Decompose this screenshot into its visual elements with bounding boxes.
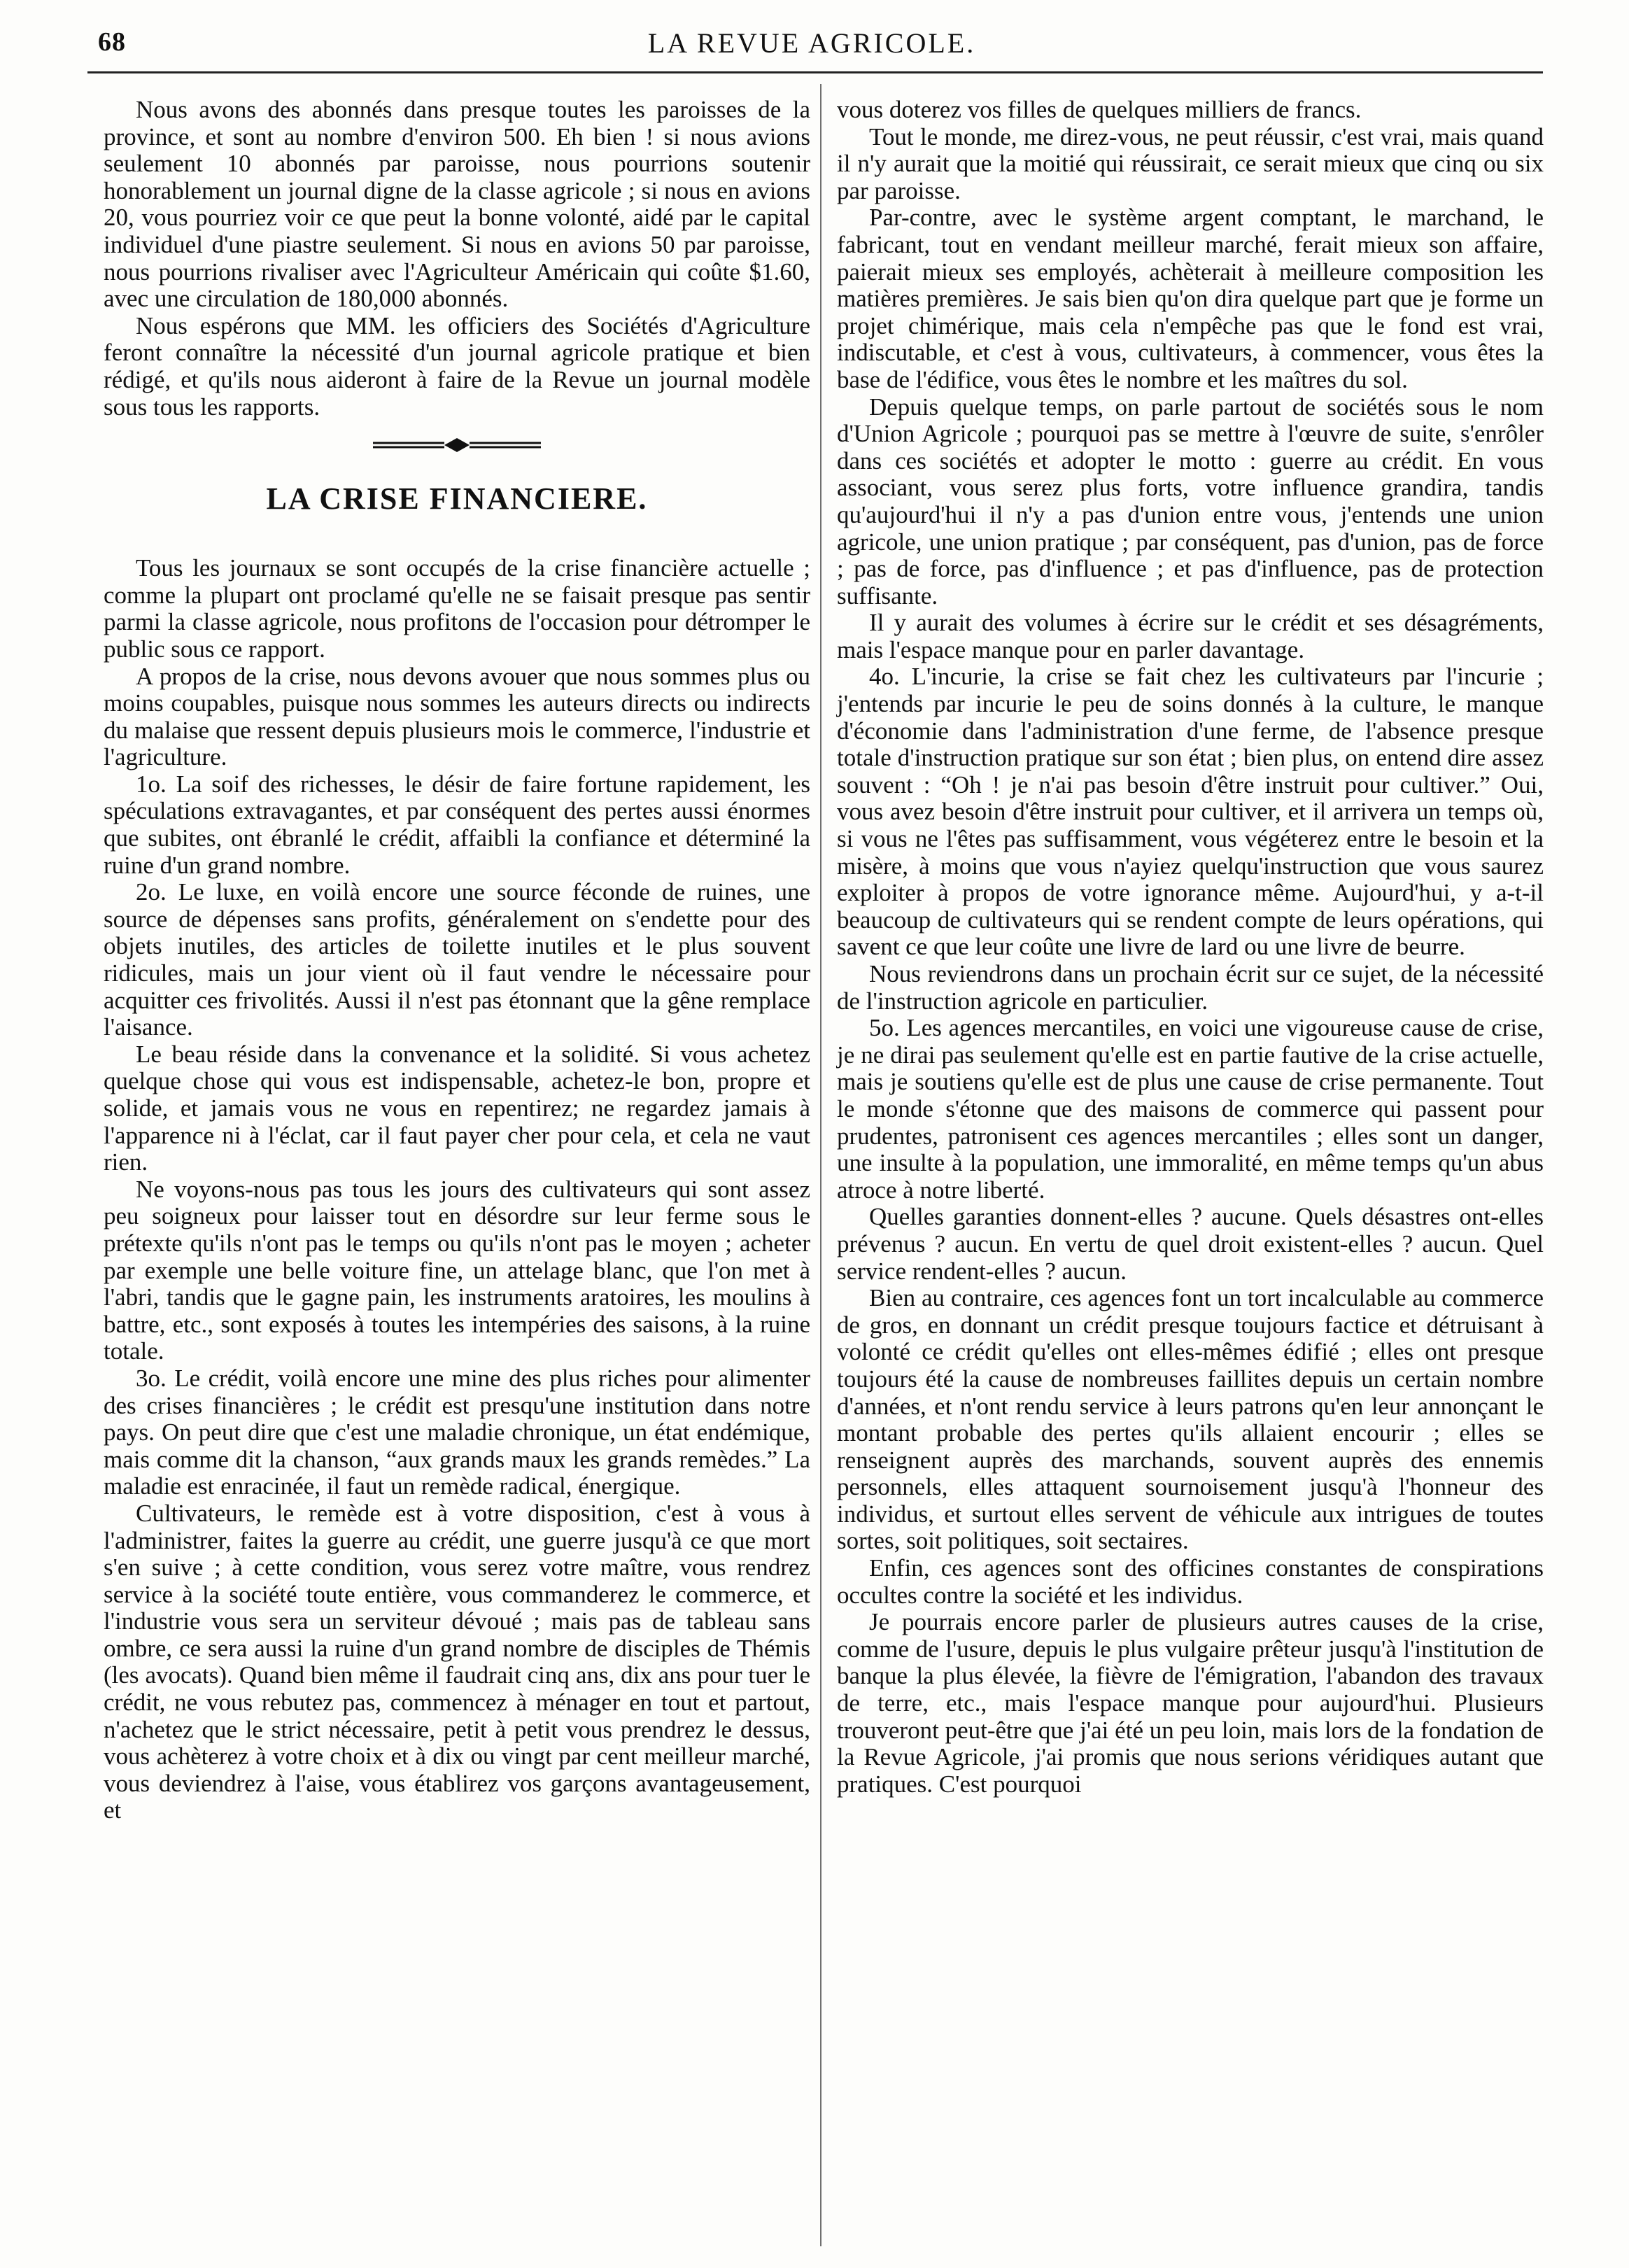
column-divider <box>820 84 821 2246</box>
article-paragraph: Tout le monde, me direz-vous, ne peut réussir, c'est vrai, mais quand il n'y aurait que la moitié qui réussirait, ce serait mieux que cinq ou six par paroisse. <box>837 122 1544 204</box>
right-column <box>837 97 1544 1798</box>
article-paragraph: A propos de la crise, nous devons avouer que nous sommes plus ou moins coupables, puisque nous sommes les auteurs directs ou indirects du malaise que ressent depuis plusieurs mois le commerce, l'industrie et l'agriculture. <box>104 662 810 771</box>
double-dash-diamond-ornament-icon <box>366 435 548 456</box>
article-paragraph: Quelles garanties donnent-elles ? aucune. Quels désastres ont-elles prévenus ? aucun. En vertu de quel droit existent-elles ? aucun. Quel service rendent-elles ? aucun. <box>837 1203 1544 1285</box>
article-paragraph: Enfin, ces agences sont des officines constantes de conspirations occultes contre la société et les individus. <box>837 1554 1544 1609</box>
article-paragraph: Tous les journaux se sont occupés de la crise financière actuelle ; comme la plupart ont proclamé qu'elle ne se faisait presque pas sentir parmi la classe agricole, nous profitons de l'occasion pour détromper le public sous ce rapport. <box>104 554 810 663</box>
page-number: 68 <box>98 27 126 57</box>
intro-paragraph: Nous avons des abonnés dans presque toutes les paroisses de la province, et sont au nombre d'environ 500. Eh bien ! si nous avions seulement 10 abonnés par paroisse, nous pourrions soutenir honorablement un journal digne de la classe agricole ; si nous en avions 20, vous pourriez voir ce que peut la bonne volonté, aidé par le capital individuel d'une piastre seulement. Si nous en avions 50 par paroisse, nous pourrions rivaliser avec l'Agriculteur Américain qui coûte $1.60, avec une circulation de 180,000 abonnés. <box>104 96 810 313</box>
article-paragraph: 1o. La soif des richesses, le désir de faire fortune rapidement, les spéculations extravagantes, et par conséquent des pertes aussi énormes que subites, ont ébranlé le crédit, affaibli la confiance et déterminé la ruine d'un grand nombre. <box>104 770 810 879</box>
article-paragraph: 3o. Le crédit, voilà encore une mine des plus riches pour alimenter des crises financières ; le crédit est presqu'une institution dans notre pays. On peut dire que c'est une maladie chronique, un état endémique, mais comme dit la chanson, “aux grands maux les grands remèdes.” La maladie est enracinée, il faut un remède radical, énergique. <box>104 1364 810 1500</box>
left-column <box>104 97 810 1824</box>
article-paragraph: Je pourrais encore parler de plusieurs autres causes de la crise, comme de l'usure, depuis le plus vulgaire prêteur jusqu'à l'institution de banque la plus élevée, la fièvre de l'émigration, l'abandon des travaux de terre, etc., mais l'espace manque pour aujourd'hui. Plusieurs trouveront peut-être que j'ai été un peu loin, mais lors de la fondation de la Revue Agricole, j'ai promis que nous serions véridiques autant que pratiques. C'est pourquoi <box>837 1608 1544 1798</box>
article-paragraph: Nous reviendrons dans un prochain écrit sur ce sujet, de la nécessité de l'instruction agricole en particulier. <box>837 960 1544 1015</box>
article-paragraph: 4o. L'incurie, la crise se fait chez les cultivateurs par l'incurie ; j'entends par incurie le peu de soins donnés à la culture, le manque d'économie dans l'administration d'une ferme, de l'absence presque totale d'instruction pratique sur son état ; bien plus, on entend dire assez souvent : “Oh ! je n'ai pas besoin d'être instruit pour cultiver.” Oui, vous avez besoin d'être instruit pour cultiver, et il arrivera un temps où, si vous ne l'êtes pas suffisamment, vous végéterez entre le besoin et la misère, à moins que vous n'ayiez quelqu'instruction que vous saurez exploiter à propos de votre ignorance même. Aujourd'hui, y a-t-il beaucoup de cultivateurs qui se rendent compte de leurs opérations, qui savent ce que leur coûte une livre de lard ou une livre de beurre. <box>837 663 1544 961</box>
article-paragraph: Cultivateurs, le remède est à votre disposition, c'est à vous à l'administrer, faites la guerre au crédit, une guerre jusqu'à ce que mort s'en suive ; à cette condition, vous serez votre maître, vous rendrez service à la société toute entière, vous commanderez le commerce, et l'industrie vous sera un serviteur dévoué ; mais pas de tableau sans ombre, ce sera aussi la ruine d'un grand nombre de disciples de Thémis (les avocats). Quand bien même il faudrait cinq ans, dix ans pour tuer le crédit, ne vous rebutez pas, commencez à ménager en tout et partout, n'achetez que le strict nécessaire, petit à petit vous prendrez le dessus, vous achèterez à votre choix et à dix ou vingt par cent meilleur marché, vous deviendrez à l'aise, vous établirez vos garçons avantageusement, et <box>104 1499 810 1824</box>
article-paragraph: Bien au contraire, ces agences font un tort incalculable au commerce de gros, en donnant un crédit presque toujours factice et détruisant à volonté ce crédit qu'elles ont elles-mêmes édifié ; elles ont presque toujours été la cause de nombreuses faillites depuis un certain nombre d'années, et n'ont rendu service à leurs patrons qu'en leur annonçant le montant probable des pertes qu'ils allaient encourir ; elles se renseignent auprès des marchands, souvent auprès des ennemis personnels, elles attaquent sournoisement jusqu'à l'honneur des individus, et surtout elles servent de véhicule aux intrigues de toutes sortes, soit politiques, soit sectaires. <box>837 1284 1544 1555</box>
article-paragraph: 2o. Le luxe, en voilà encore une source féconde de ruines, une source de dépenses sans profits, généralement on s'endette pour des objets inutiles, des articles de toilette inutiles et le plus souvent ridicules, mais un jour vient où il faut vendre le nécessaire pour acquitter ces frivolités. Aussi il n'est pas étonnant que la gêne remplace l'aisance. <box>104 878 810 1041</box>
article-paragraph: Il y aurait des volumes à écrire sur le crédit et ses désagréments, mais l'espace manque pour en parler davantage. <box>837 609 1544 663</box>
article-paragraph: Par-contre, avec le système argent comptant, le marchand, le fabricant, tout en vendant meilleur marché, ferait mieux son affaire, paierait mieux ses employés, achèterait à meilleure composition les matières premières. Je sais bien qu'on dira quelque part que je forme un projet chimérique, mais cela n'empêche pas que le fond est vrai, indiscutable, et c'est à vous, cultivateurs, à commencer, vous êtes la base de l'édifice, vous êtes le nombre et les maîtres du sol. <box>837 204 1544 393</box>
article-paragraph: Depuis quelque temps, on parle partout de sociétés sous le nom d'Union Agricole ; pourquoi pas se mettre à l'œuvre de suite, s'enrôler dans ces sociétés et adopter le motto : guerre au crédit. En vous associant, vous serez plus forts, votre influence grandira, tandis qu'aujourd'hui il n'y a pas d'union entre vous, j'entends une union agricole, une union pratique ; par conséquent, pas d'union, pas de force ; pas de force, pas d'influence ; et pas d'influence, pas de protection suffisante. <box>837 393 1544 610</box>
article-paragraph: vous doterez vos filles de quelques milliers de francs. <box>837 96 1362 123</box>
article-paragraph: 5o. Les agences mercantiles, en voici une vigoureuse cause de crise, je ne dirai pas seulement qu'elle est en partie fautive de la crise actuelle, mais je soutiens qu'elle est de plus une cause de crise permanente. Tout le monde s'étonne que des maisons de commerce qui passent pour prudentes, patronisent ces agences mercantiles ; elles sont un danger, une insulte à la population, une immoralité, en même temps qu'un abus atroce à notre liberté. <box>837 1014 1544 1204</box>
running-title: LA REVUE AGRICOLE. <box>647 27 976 59</box>
page-header <box>84 21 1539 63</box>
article-paragraph: Le beau réside dans la convenance et la solidité. Si vous achetez quelque chose qui vous est indispensable, achetez-le bon, propre et solide, et jamais vous ne vous en repentirez; ne regardez jamais à l'apparence ni à l'éclat, car il faut payer cher pour cela, et cela ne vaut rien. <box>104 1040 810 1176</box>
section-title: LA CRISE FINANCIERE. <box>266 481 648 516</box>
article-paragraph: Ne voyons-nous pas tous les jours des cultivateurs qui sont assez peu soigneux pour laisser tout en désordre sur leur ferme sous le prétexte qu'ils n'ont pas le temps ou qu'ils n'ont pas le moyen ; acheter par exemple une belle voiture fine, un attelage blanc, que l'on met à l'abri, tandis que le gagne pain, les instruments aratoires, les moulins à battre, etc., sont exposés à toutes les intempéries des saisons, à la ruine totale. <box>104 1175 810 1365</box>
intro-paragraph: Nous espérons que MM. les officiers des Sociétés d'Agriculture feront connaître la nécessité d'un journal agricole pratique et bien rédigé, et qu'ils nous aideront à faire de la Revue un journal modèle sous tous les rapports. <box>104 311 810 421</box>
ornament-divider <box>104 435 810 467</box>
header-rule <box>87 71 1543 73</box>
